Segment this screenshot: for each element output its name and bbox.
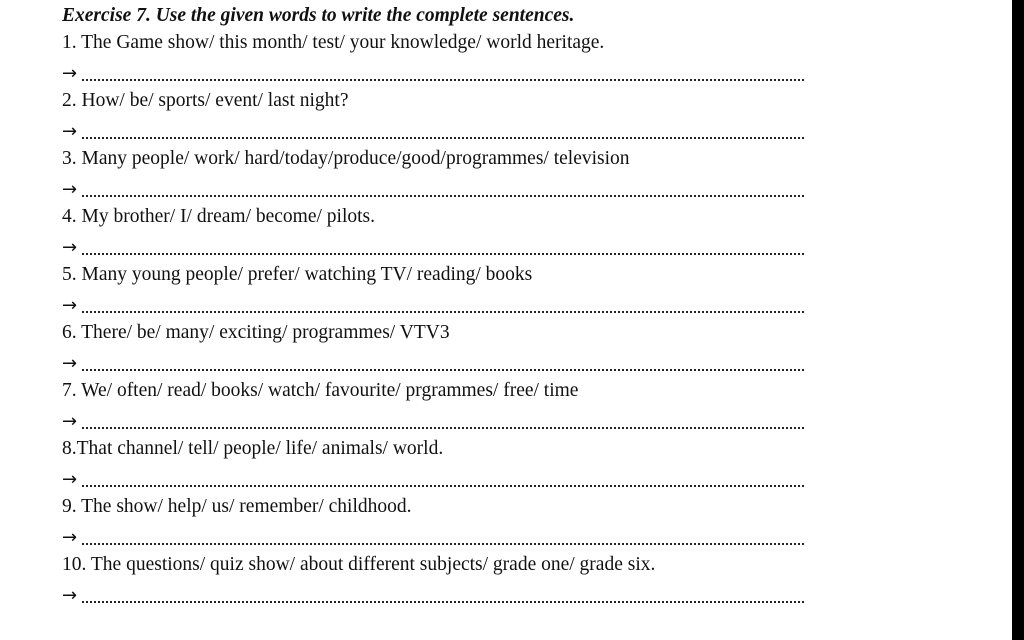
exercise-prompt: 1. The Game show/ this month/ test/ your knowledge/ world heritage. xyxy=(62,32,605,53)
exercise-prompt: 5. Many young people/ prefer/ watching TV/ reading/ books xyxy=(62,264,533,285)
answer-dotted-line xyxy=(82,369,804,371)
arrow-icon: → xyxy=(62,237,78,258)
arrow-icon: → xyxy=(62,353,78,374)
answer-dotted-line xyxy=(82,79,804,81)
exercise-item-10 xyxy=(62,550,822,608)
answer-line[interactable] xyxy=(62,58,822,86)
arrow-icon: → xyxy=(62,411,78,432)
answer-dotted-line xyxy=(82,427,804,429)
answer-line[interactable] xyxy=(62,522,822,550)
exercise-item-5 xyxy=(62,260,822,318)
exercise-prompt: 3. Many people/ work/ hard/today/produce/good/programmes/ television xyxy=(62,148,630,169)
answer-dotted-line xyxy=(82,195,804,197)
exercise-prompt: 7. We/ often/ read/ books/ watch/ favourite/ prgrammes/ free/ time xyxy=(62,380,579,401)
answer-line[interactable] xyxy=(62,174,822,202)
answer-dotted-line xyxy=(82,311,804,313)
exercise-prompt: 6. There/ be/ many/ exciting/ programmes/ VTV3 xyxy=(62,322,450,343)
answer-line[interactable] xyxy=(62,116,822,144)
viewer-edge-bar xyxy=(1012,0,1024,640)
arrow-icon: → xyxy=(62,295,78,316)
answer-line[interactable] xyxy=(62,232,822,260)
answer-line[interactable] xyxy=(62,406,822,434)
exercise-prompt: 10. The questions/ quiz show/ about different subjects/ grade one/ grade six. xyxy=(62,554,656,575)
answer-dotted-line xyxy=(82,253,804,255)
answer-line[interactable] xyxy=(62,348,822,376)
answer-line[interactable] xyxy=(62,290,822,318)
arrow-icon: → xyxy=(62,585,78,606)
answer-dotted-line xyxy=(82,543,804,545)
exercise-item-8 xyxy=(62,434,822,492)
exercise-document xyxy=(62,4,822,608)
answer-line[interactable] xyxy=(62,464,822,492)
exercise-item-4 xyxy=(62,202,822,260)
exercise-item-2 xyxy=(62,86,822,144)
arrow-icon: → xyxy=(62,527,78,548)
exercise-item-6 xyxy=(62,318,822,376)
exercise-title: Exercise 7. Use the given words to write the complete sentences. xyxy=(62,5,575,26)
arrow-icon: → xyxy=(62,63,78,84)
answer-dotted-line xyxy=(82,485,804,487)
arrow-icon: → xyxy=(62,469,78,490)
answer-line[interactable] xyxy=(62,580,822,608)
exercise-prompt: 8.That channel/ tell/ people/ life/ animals/ world. xyxy=(62,438,444,459)
exercise-item-3 xyxy=(62,144,822,202)
exercise-item-1 xyxy=(62,28,822,86)
exercise-prompt: 4. My brother/ I/ dream/ become/ pilots. xyxy=(62,206,376,227)
arrow-icon: → xyxy=(62,179,78,200)
arrow-icon: → xyxy=(62,121,78,142)
exercise-prompt: 9. The show/ help/ us/ remember/ childhood. xyxy=(62,496,412,517)
exercise-item-7 xyxy=(62,376,822,434)
exercise-item-9 xyxy=(62,492,822,550)
answer-dotted-line xyxy=(82,601,804,603)
answer-dotted-line xyxy=(82,137,804,139)
exercise-prompt: 2. How/ be/ sports/ event/ last night? xyxy=(62,90,349,111)
